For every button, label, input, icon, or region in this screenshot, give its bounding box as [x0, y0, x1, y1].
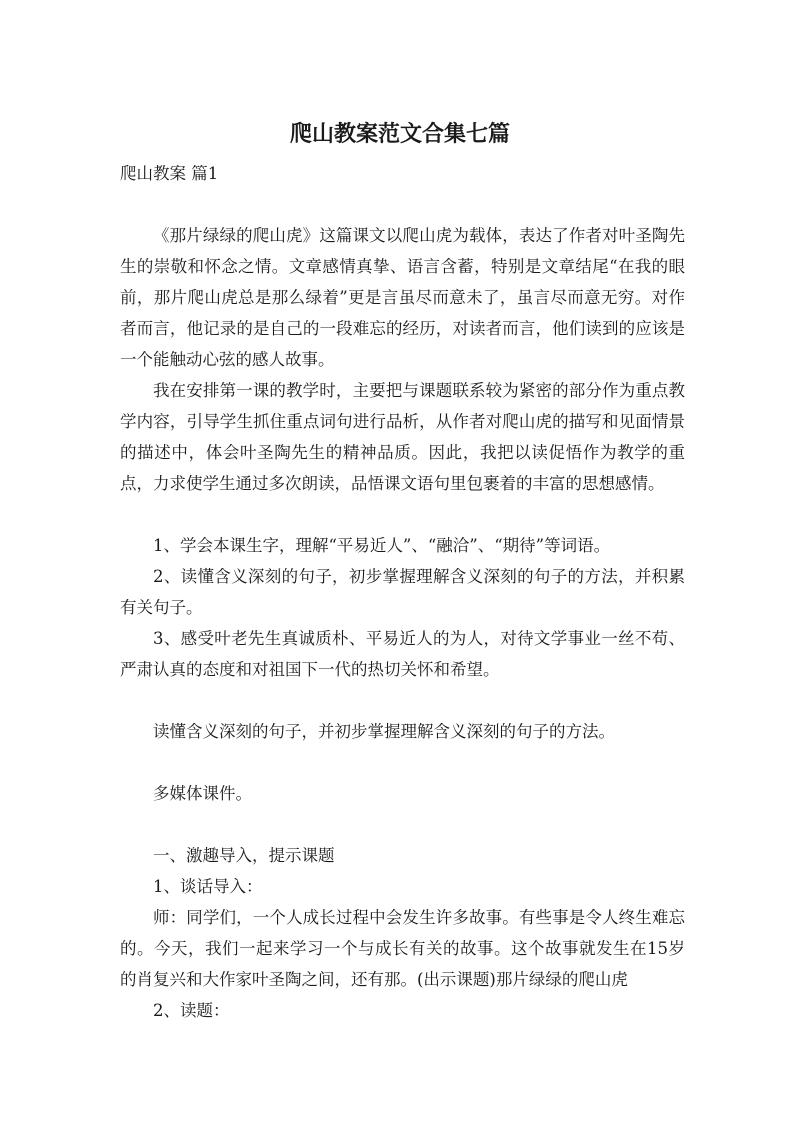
process-step-2: 2、读题： — [153, 1001, 230, 1020]
blank-line — [120, 809, 685, 840]
process-teacher-speech: 师：同学们，一个人成长过程中会发生许多故事。有些事是令人终生难忘的。今天，我们一起来学习一个与成长有关的故事。这个故事就发生在15岁的肖复兴和大作家叶圣陶之间，还有那。(出示课题)那片绿绿的爬山虎 — [120, 908, 685, 989]
document-body — [120, 158, 685, 1026]
key-point: 读懂含义深刻的句子，并初步掌握理解含义深刻的句子的方法。 — [153, 722, 615, 741]
process-step-1: 1、谈话导入： — [153, 877, 263, 896]
objective-2: 2、读懂含义深刻的句子，初步掌握理解含义深刻的句子的方法，并积累有关句子。 — [120, 567, 685, 617]
objective-1: 1、学会本课生字，理解“平易近人”、“融洽”、“期待”等词语。 — [153, 536, 611, 555]
blank-line — [120, 189, 685, 220]
blank-line — [120, 499, 685, 530]
process-heading: 一、激趣导入，提示课题 — [153, 846, 335, 865]
blank-line — [120, 747, 685, 778]
objective-3: 3、感受叶老先生真诚质朴、平易近人的为人，对待文学事业一丝不苟、严肃认真的态度和对祖国下一代的热切关怀和希望。 — [120, 629, 685, 679]
intro-paragraph-2: 我在安排第一课的教学时，主要把与课题联系较为紧密的部分作为重点教学内容，引导学生抓住重点词句进行品析，从作者对爬山虎的描写和见面情景的描述中，体会叶圣陶先生的精神品质。因此，我把以读促悟作为教学的重点，力求使学生通过多次朗读，品悟课文语句里包裹着的丰富的思想感情。 — [120, 381, 685, 493]
document-title: 爬山教案范文合集七篇 — [289, 122, 510, 147]
intro-paragraph-1: 《那片绿绿的爬山虎》这篇课文以爬山虎为载体，表达了作者对叶圣陶先生的崇敬和怀念之情。文章感情真挚、语言含蓄，特别是文章结尾“在我的眼前，那片爬山虎总是那么绿着”更是言虽尽而意未了，虽言尽而意无穷。对作者而言，他记录的是自己的一段难忘的经历，对读者而言，他们读到的应该是一个能触动心弦的感人故事。 — [120, 226, 685, 369]
teaching-materials: 多媒体课件。 — [153, 784, 252, 803]
section-heading: 爬山教案 篇1 — [120, 164, 219, 183]
blank-line — [120, 685, 685, 716]
